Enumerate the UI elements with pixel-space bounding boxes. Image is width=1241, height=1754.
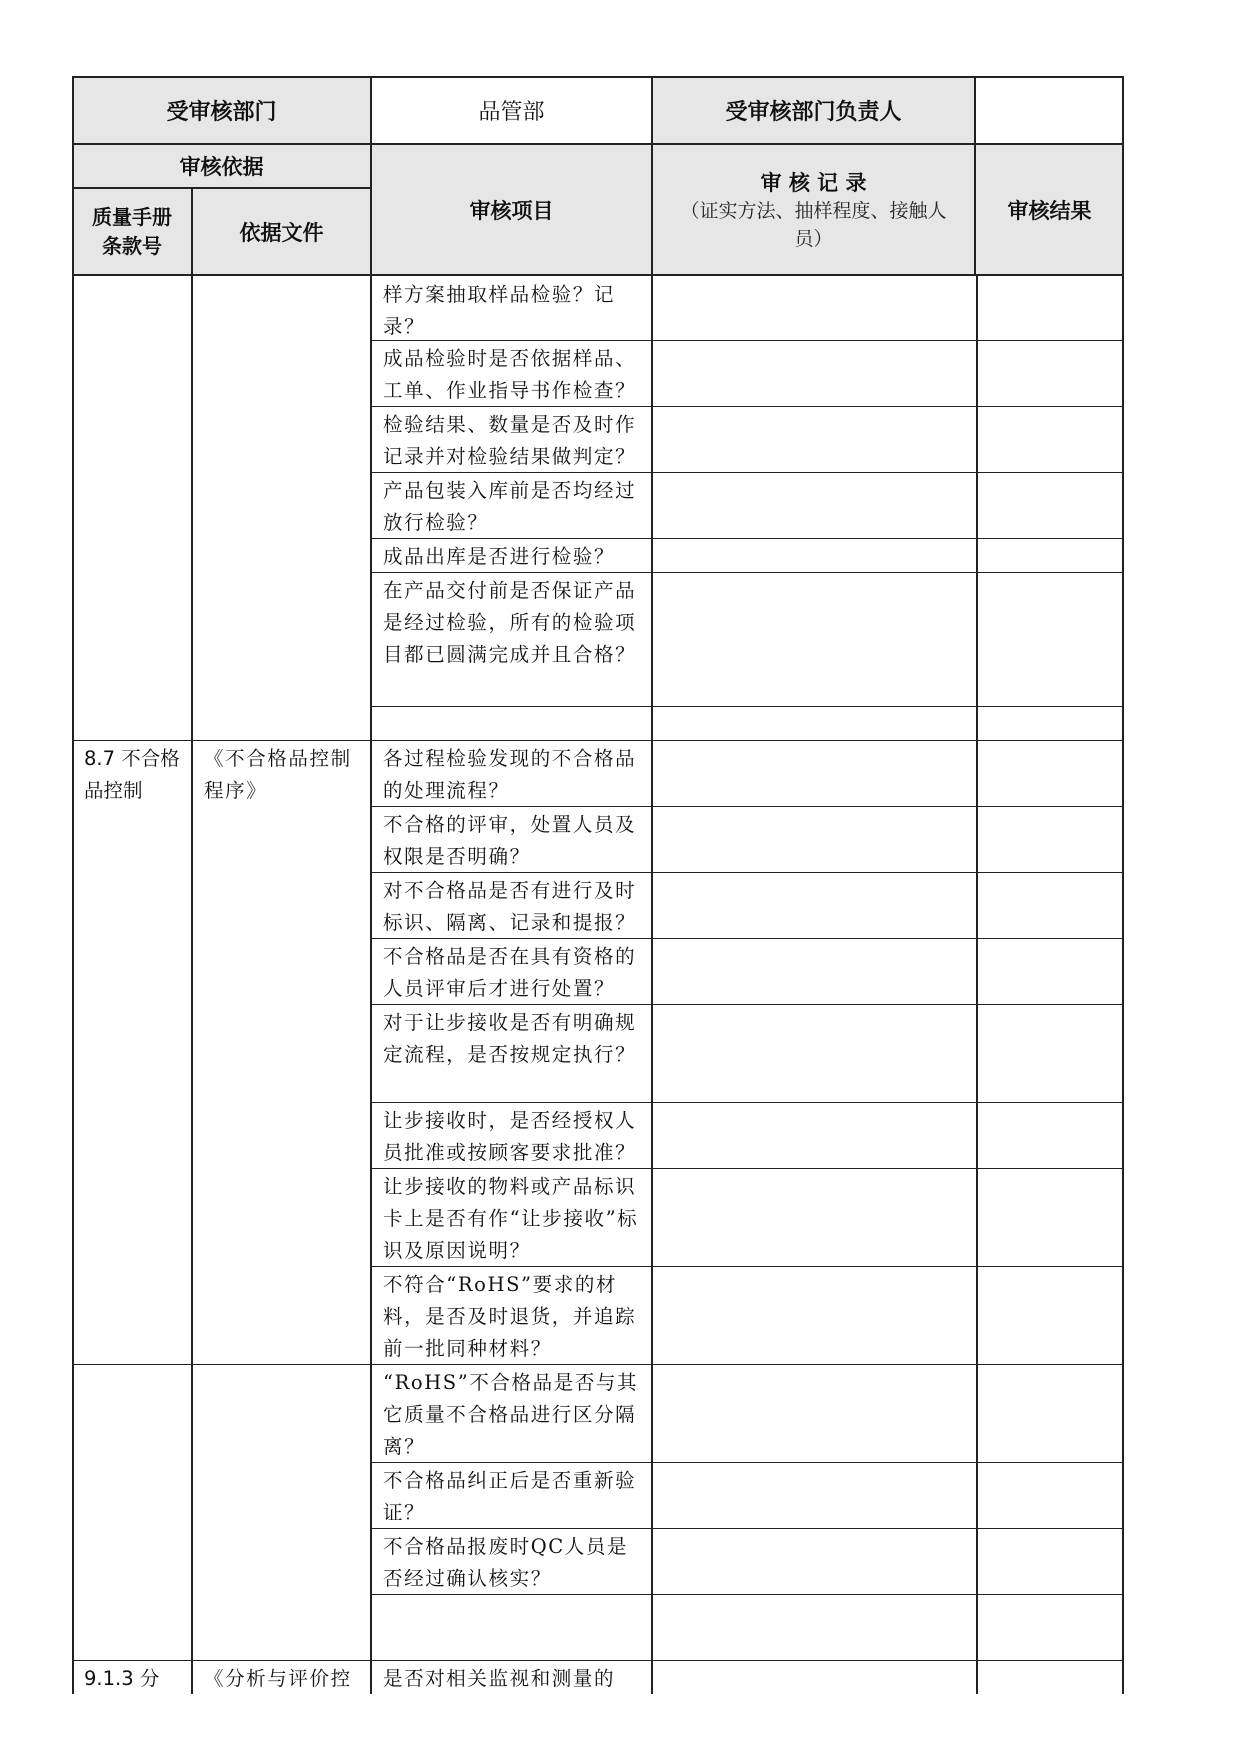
audit-item-cell: 各过程检验发现的不合格品的处理流程？ bbox=[383, 747, 637, 802]
record-cell bbox=[654, 1529, 973, 1593]
result-cell bbox=[977, 1365, 1122, 1461]
audit-item-cell: 不合格品报废时QC人员是否经过确认核实？ bbox=[383, 1535, 629, 1590]
dept-label: 受审核部门 bbox=[73, 77, 370, 143]
result-cell bbox=[977, 407, 1122, 471]
result-cell bbox=[977, 1529, 1122, 1593]
clause-cell bbox=[74, 573, 190, 705]
clause-cell bbox=[74, 873, 190, 937]
doc-cell bbox=[194, 873, 369, 937]
header-divider bbox=[72, 143, 1124, 145]
result-cell bbox=[977, 1661, 1122, 1693]
result-cell bbox=[977, 539, 1122, 571]
result-cell bbox=[977, 873, 1122, 937]
header-col-divider-1 bbox=[191, 187, 193, 276]
clause-cell bbox=[74, 707, 190, 739]
result-cell bbox=[977, 707, 1122, 739]
result-cell bbox=[977, 1005, 1122, 1101]
result-cell bbox=[977, 1595, 1122, 1659]
row-divider bbox=[371, 406, 1124, 407]
audit-item-cell: “RoHS”不合格品是否与其它质量不合格品进行区分隔离？ bbox=[383, 1371, 639, 1458]
item-label: 审核项目 bbox=[372, 145, 651, 274]
record-cell bbox=[654, 539, 973, 571]
doc-cell bbox=[194, 1267, 369, 1363]
audit-item-cell: 让步接收时，是否经授权人员批准或按顾客要求批准？ bbox=[383, 1109, 637, 1164]
clause-label: 质量手册条款号 bbox=[73, 189, 191, 274]
record-cell bbox=[654, 1661, 973, 1693]
row-divider bbox=[371, 1528, 1124, 1529]
table-top-border bbox=[72, 76, 1124, 78]
row-divider bbox=[371, 1168, 1124, 1169]
clause-cell bbox=[74, 1365, 190, 1461]
row-divider bbox=[371, 1102, 1124, 1103]
audit-item-cell: 不合格的评审，处置人员及权限是否明确？ bbox=[383, 813, 637, 868]
row-divider bbox=[371, 706, 1124, 707]
audit-item-cell: 样方案抽取样品检验？记录？ bbox=[383, 283, 616, 338]
row-divider bbox=[72, 1364, 1124, 1365]
doc-cell bbox=[194, 1005, 369, 1101]
header-col-divider-2 bbox=[370, 76, 372, 276]
doc-cell bbox=[194, 1595, 369, 1659]
clause-cell bbox=[74, 473, 190, 537]
audit-item-cell: 不符合“RoHS”要求的材料，是否及时退货，并追踪前一批同种材料？ bbox=[383, 1273, 637, 1360]
record-label: 审 核 记 录 bbox=[760, 170, 867, 195]
audit-item-cell: 对不合格品是否有进行及时标识、隔离、记录和提报？ bbox=[383, 879, 637, 934]
result-cell bbox=[977, 741, 1122, 805]
row-divider bbox=[371, 340, 1124, 341]
row-divider bbox=[371, 872, 1124, 873]
clause-cell bbox=[74, 539, 190, 571]
audit-item-cell: 不合格品纠正后是否重新验证？ bbox=[383, 1469, 637, 1524]
doc-cell bbox=[194, 539, 369, 571]
clause-cell bbox=[74, 1267, 190, 1363]
doc-cell bbox=[194, 1463, 369, 1527]
doc-cell bbox=[194, 707, 369, 739]
record-cell bbox=[654, 1267, 973, 1363]
result-cell bbox=[977, 1463, 1122, 1527]
result-cell bbox=[977, 939, 1122, 1003]
dept-head-value bbox=[976, 77, 1123, 143]
doc-cell bbox=[194, 341, 369, 405]
audit-item-cell: 让步接收的物料或产品标识卡上是否有作“让步接收”标识及原因说明？ bbox=[383, 1175, 639, 1262]
doc-cell bbox=[194, 1169, 369, 1265]
clause-cell bbox=[74, 1103, 190, 1167]
record-cell bbox=[654, 1169, 973, 1265]
header-col-divider-3 bbox=[651, 76, 653, 276]
header-bottom-border bbox=[72, 274, 1124, 276]
body-col-divider-1 bbox=[191, 276, 193, 1694]
audit-item-cell: 对于让步接收是否有明确规定流程，是否按规定执行？ bbox=[383, 1011, 637, 1066]
doc-cell bbox=[194, 939, 369, 1003]
audit-item-cell bbox=[373, 1595, 650, 1659]
record-cell bbox=[654, 1463, 973, 1527]
record-cell bbox=[654, 407, 973, 471]
record-cell bbox=[654, 1595, 973, 1659]
row-divider bbox=[371, 938, 1124, 939]
clause-cell bbox=[74, 1595, 190, 1659]
body-col-divider-4 bbox=[976, 276, 978, 1694]
result-cell bbox=[977, 573, 1122, 705]
result-cell bbox=[977, 1169, 1122, 1265]
row-divider bbox=[72, 740, 1124, 741]
row-divider bbox=[371, 472, 1124, 473]
doc-cell: 《分析与评价控 bbox=[204, 1667, 352, 1690]
record-cell bbox=[654, 341, 973, 405]
result-cell bbox=[977, 341, 1122, 405]
row-divider bbox=[371, 1004, 1124, 1005]
clause-cell bbox=[74, 939, 190, 1003]
audit-item-cell: 成品出库是否进行检验？ bbox=[383, 545, 616, 568]
record-cell bbox=[654, 807, 973, 871]
table-right-border bbox=[1122, 76, 1124, 1694]
result-label: 审核结果 bbox=[976, 145, 1123, 274]
audit-item-cell: 检验结果、数量是否及时作记录并对检验结果做判定？ bbox=[383, 413, 637, 468]
audit-item-cell: 是否对相关监视和测量的 bbox=[383, 1667, 616, 1690]
clause-cell bbox=[74, 1529, 190, 1593]
doc-cell bbox=[194, 1103, 369, 1167]
record-cell bbox=[654, 1005, 973, 1101]
dept-value: 品管部 bbox=[478, 99, 545, 125]
result-cell bbox=[977, 1267, 1122, 1363]
doc-cell bbox=[194, 1365, 369, 1461]
doc-cell bbox=[194, 277, 369, 339]
clause-cell bbox=[74, 1005, 190, 1101]
header-col-divider-4 bbox=[974, 76, 976, 276]
record-cell bbox=[654, 1365, 973, 1461]
doc-cell: 《不合格品控制程序》 bbox=[204, 747, 352, 802]
row-divider bbox=[371, 1266, 1124, 1267]
basis-divider bbox=[72, 187, 371, 189]
row-divider bbox=[371, 572, 1124, 573]
body-col-divider-2 bbox=[370, 276, 372, 1694]
audit-item-cell: 产品包装入库前是否均经过放行检验？ bbox=[383, 479, 637, 534]
result-cell bbox=[977, 1103, 1122, 1167]
result-cell bbox=[977, 807, 1122, 871]
result-cell bbox=[977, 277, 1122, 339]
record-cell bbox=[654, 473, 973, 537]
clause-cell bbox=[74, 1169, 190, 1265]
clause-cell bbox=[74, 277, 190, 339]
clause-cell bbox=[74, 1463, 190, 1527]
doc-cell bbox=[194, 807, 369, 871]
record-note: （证实方法、抽样程度、接触人员） bbox=[680, 199, 947, 250]
doc-cell bbox=[194, 407, 369, 471]
dept-head-label: 受审核部门负责人 bbox=[653, 77, 974, 143]
audit-item-cell bbox=[373, 707, 650, 739]
audit-item-cell: 在产品交付前是否保证产品是经过检验，所有的检验项目都已圆满完成并且合格？ bbox=[383, 579, 637, 666]
record-cell bbox=[654, 573, 973, 705]
clause-cell: 8.7 不合格品控制 bbox=[84, 747, 180, 802]
clause-cell bbox=[74, 807, 190, 871]
record-cell bbox=[654, 1103, 973, 1167]
clause-cell bbox=[74, 341, 190, 405]
row-divider bbox=[371, 1594, 1124, 1595]
audit-item-cell: 成品检验时是否依据样品、工单、作业指导书作检查？ bbox=[383, 347, 637, 402]
record-header bbox=[653, 145, 974, 274]
doc-cell bbox=[194, 1529, 369, 1593]
row-divider bbox=[371, 538, 1124, 539]
result-cell bbox=[977, 473, 1122, 537]
doc-label: 依据文件 bbox=[193, 189, 370, 274]
row-divider bbox=[72, 1660, 1124, 1661]
doc-cell bbox=[194, 573, 369, 705]
clause-cell bbox=[74, 407, 190, 471]
table-left-border bbox=[72, 76, 74, 1694]
doc-cell bbox=[194, 473, 369, 537]
row-divider bbox=[371, 1462, 1124, 1463]
record-cell bbox=[654, 707, 973, 739]
record-cell bbox=[654, 873, 973, 937]
clause-cell: 9.1.3 分 bbox=[84, 1667, 160, 1690]
record-cell bbox=[654, 741, 973, 805]
record-cell bbox=[654, 939, 973, 1003]
body-col-divider-3 bbox=[651, 276, 653, 1694]
row-divider bbox=[371, 806, 1124, 807]
audit-item-cell: 不合格品是否在具有资格的人员评审后才进行处置？ bbox=[383, 945, 637, 1000]
record-cell bbox=[654, 277, 973, 339]
basis-label: 审核依据 bbox=[73, 145, 370, 187]
